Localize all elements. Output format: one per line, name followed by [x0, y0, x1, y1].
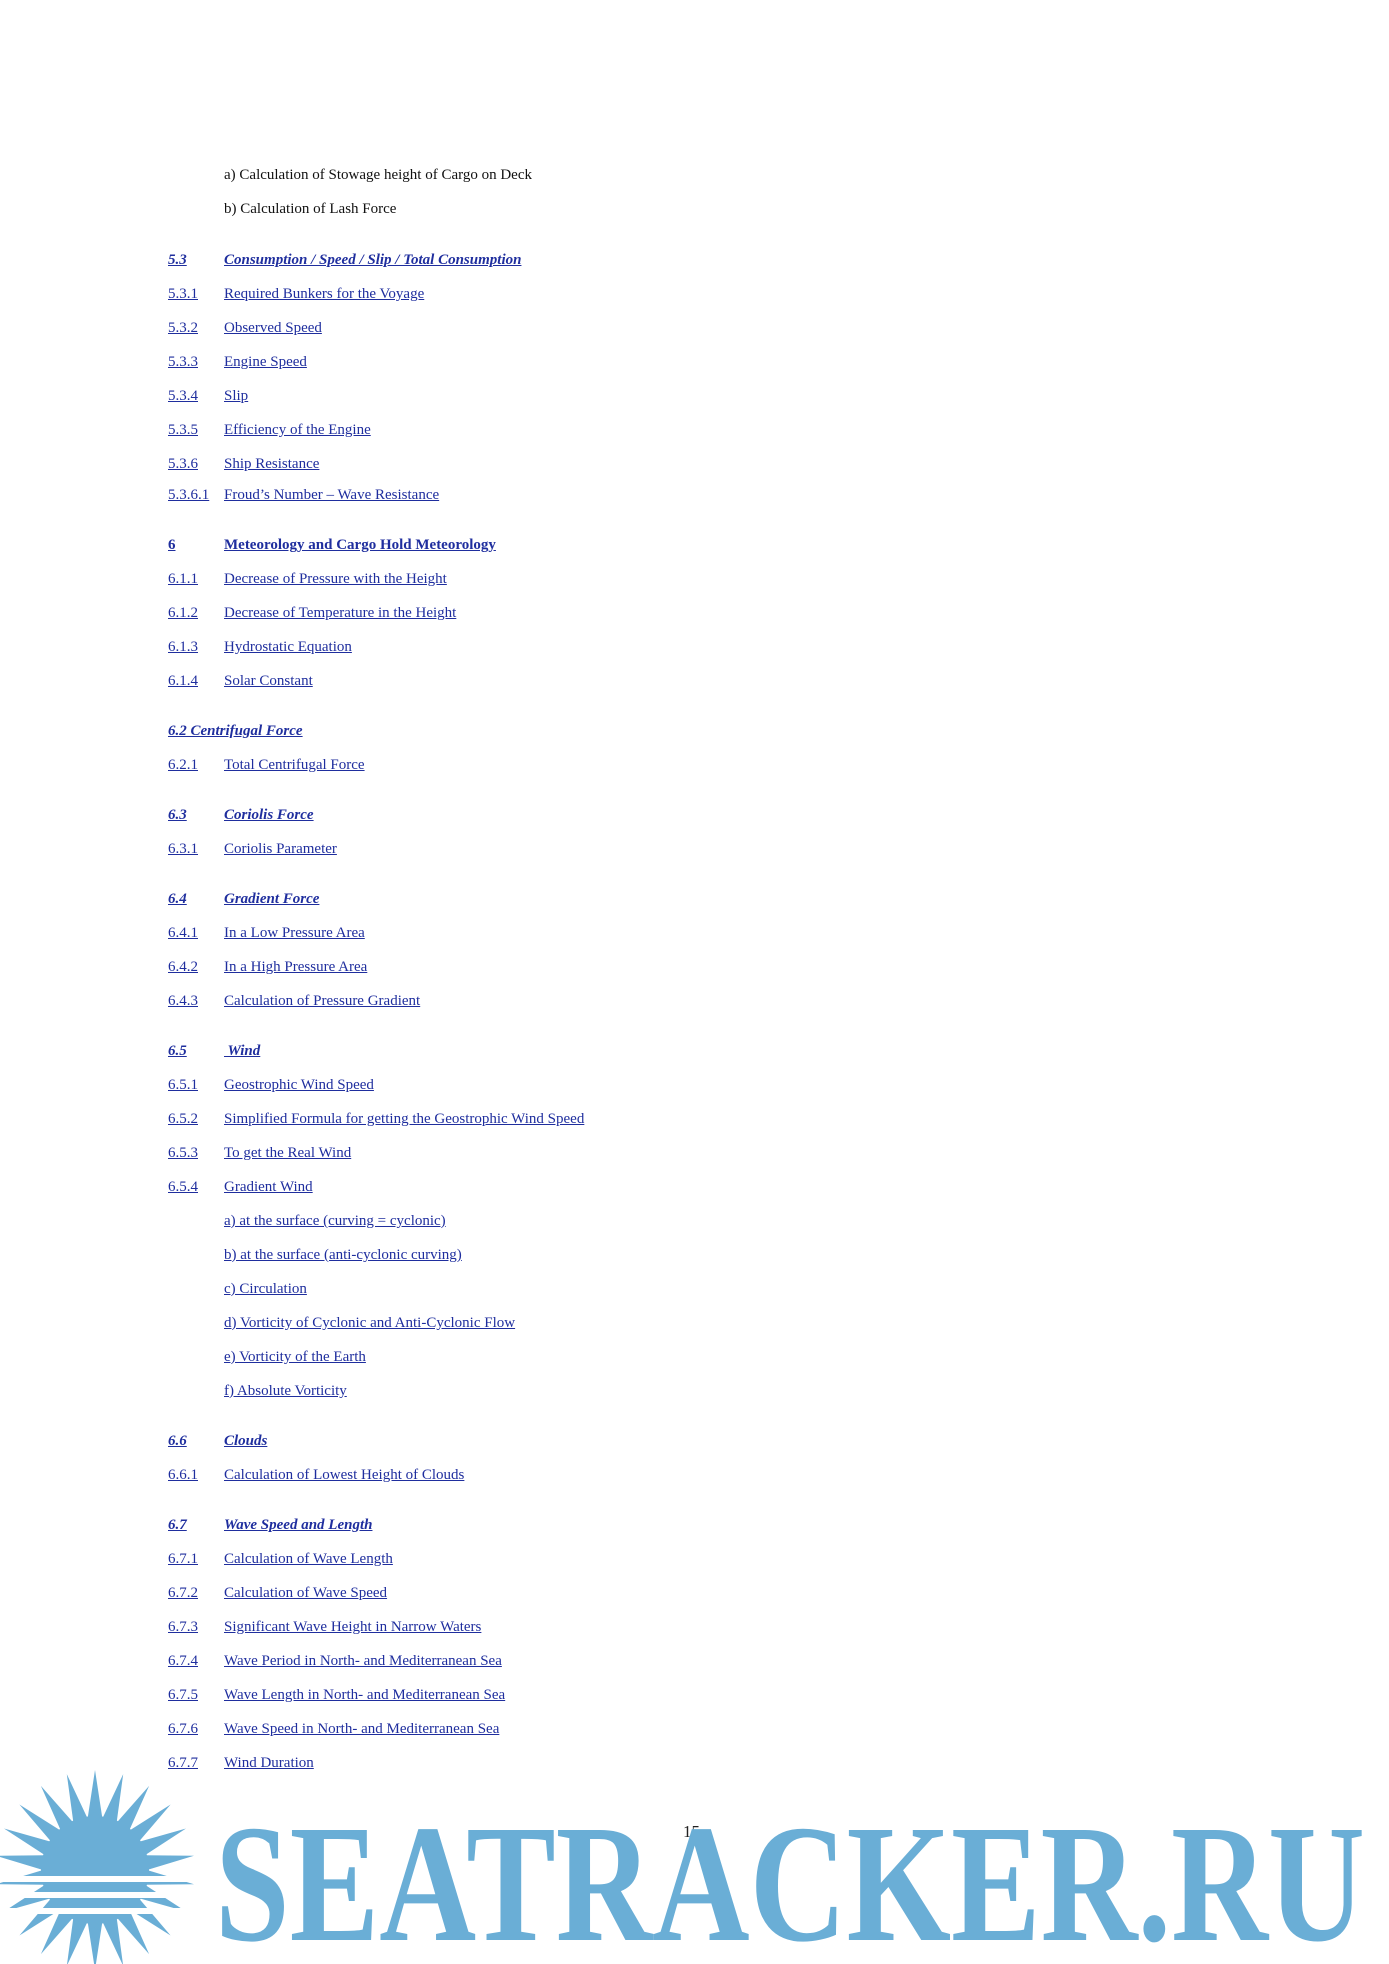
toc-entry[interactable] [224, 1382, 347, 1400]
toc-entry-title: a) Calculation of Stowage height of Cargo on Deck [224, 167, 532, 183]
horizon-stripe [0, 1876, 200, 1882]
toc-entry[interactable] [168, 1652, 502, 1670]
toc-entry-title: Efficiency of the Engine [224, 422, 371, 438]
toc-entry[interactable] [168, 387, 248, 405]
toc-entry-number: 6.4.2 [168, 959, 198, 975]
toc-entry-title: Calculation of Wave Speed [224, 1585, 388, 1601]
toc-entry[interactable] [168, 992, 420, 1010]
toc-entry[interactable] [168, 958, 367, 976]
toc-entry[interactable] [168, 672, 313, 690]
toc-entry-number: 6.7.3 [168, 1619, 198, 1635]
toc-entry-title: Significant Wave Height in Narrow Waters [224, 1619, 482, 1635]
toc-entry-number: 6.1.4 [168, 673, 198, 689]
toc-entry[interactable] [224, 1212, 446, 1230]
toc-entry-title: Consumption / Speed / Slip / Total Consumption [224, 252, 522, 268]
toc-entry[interactable] [224, 1348, 366, 1366]
toc-entry[interactable] [168, 1720, 499, 1738]
toc-entry-title: a) at the surface (curving = cyclonic) [224, 1213, 446, 1229]
toc-entry[interactable] [168, 1042, 260, 1060]
toc-entry-title: Calculation of Wave Length [224, 1551, 393, 1567]
page-number: 15 [683, 1822, 700, 1841]
toc-entry-title: Decrease of Temperature in the Height [224, 605, 457, 621]
toc-entry-number: 6.5.1 [168, 1077, 198, 1093]
toc-entry-number: 6.1.1 [168, 571, 198, 587]
toc-entry [224, 200, 396, 218]
toc-entry[interactable] [168, 455, 319, 473]
toc-entry-number: 5.3.4 [168, 388, 198, 404]
toc-entry-number: 5.3.6 [168, 456, 198, 472]
toc-entry[interactable] [168, 570, 447, 588]
toc-entry-title: Gradient Force [224, 891, 320, 907]
toc-entry-number: 6.5.3 [168, 1145, 198, 1161]
toc-entry[interactable] [224, 1246, 462, 1264]
sun-core [41, 1816, 149, 1924]
toc-entry-number: 6.7.6 [168, 1721, 198, 1737]
toc-entry[interactable] [168, 756, 365, 774]
toc-entry-title: To get the Real Wind [224, 1145, 352, 1161]
toc-entry-title: In a High Pressure Area [224, 959, 368, 975]
toc-entry-title: In a Low Pressure Area [224, 925, 365, 941]
toc-entry-number: 6.6 [168, 1433, 187, 1449]
toc-entry-number: 6.7.1 [168, 1551, 198, 1567]
toc-entry-title: Froud’s Number – Wave Resistance [224, 487, 440, 503]
toc-entry-title: b) Calculation of Lash Force [224, 201, 397, 217]
toc-entry[interactable] [168, 251, 521, 269]
toc-entry-title: Geostrophic Wind Speed [224, 1077, 374, 1093]
toc-entry-title: Total Centrifugal Force [224, 757, 365, 773]
horizon-stripe [0, 1908, 200, 1914]
toc-entry-title: Gradient Wind [224, 1179, 313, 1195]
toc-entry-number: 6.3.1 [168, 841, 198, 857]
toc-entry-number: 6.5.2 [168, 1111, 198, 1127]
toc-entry-title: Coriolis Force [224, 807, 314, 823]
toc-entry[interactable] [168, 1144, 351, 1162]
toc-entry-number: 6.4 [168, 891, 187, 907]
toc-entry-title: Hydrostatic Equation [224, 639, 352, 655]
toc-entry[interactable] [168, 1550, 393, 1568]
toc-entry-title: Wave Period in North- and Mediterranean Sea [224, 1653, 502, 1669]
toc-entry-title: Required Bunkers for the Voyage [224, 286, 425, 302]
toc-entry-title: Calculation of Pressure Gradient [224, 993, 421, 1009]
toc-entry-title: Wind [224, 1043, 261, 1059]
toc-entry[interactable] [168, 924, 365, 942]
toc-entry-title: Wave Speed and Length [224, 1517, 373, 1533]
toc-entry[interactable] [168, 1584, 387, 1602]
toc-entry-title: c) Circulation [224, 1281, 307, 1297]
toc-entry-number: 6.1.3 [168, 639, 198, 655]
toc-entry-title: Solar Constant [224, 673, 313, 689]
toc-entry-number: 6.7 [168, 1517, 187, 1533]
toc-entry-number: 6.5.4 [168, 1179, 198, 1195]
toc-entry-number: 6.7.4 [168, 1653, 198, 1669]
toc-entry-title: 6.2 Centrifugal Force [168, 723, 303, 739]
toc-entry[interactable] [168, 1618, 481, 1636]
toc-entry[interactable] [168, 1516, 372, 1534]
toc-entry-number: 6.1.2 [168, 605, 198, 621]
toc-entry-number: 6 [168, 537, 176, 553]
toc-entry[interactable] [168, 353, 307, 371]
toc-entry[interactable] [168, 536, 496, 554]
toc-entry-number: 6.4.3 [168, 993, 198, 1009]
horizon-stripe [0, 1892, 200, 1898]
toc-entry-number: 6.4.1 [168, 925, 198, 941]
toc-entry [224, 166, 532, 184]
toc-entry[interactable] [168, 1076, 374, 1094]
toc-entry-title: Simplified Formula for getting the Geostrophic Wind Speed [224, 1111, 585, 1127]
toc-entry-title: Observed Speed [224, 320, 322, 336]
toc-entry-number: 6.5 [168, 1043, 187, 1059]
toc-entry[interactable] [168, 1432, 267, 1450]
toc-entry-number: 6.3 [168, 807, 187, 823]
toc-entry-number: 5.3.5 [168, 422, 198, 438]
toc-entry[interactable] [168, 840, 337, 858]
toc-entry-number: 6.2.1 [168, 757, 198, 773]
toc-entry[interactable] [168, 1110, 584, 1128]
toc-entry-title: b) at the surface (anti-cyclonic curving) [224, 1247, 462, 1263]
toc-entry[interactable] [168, 319, 322, 337]
toc-entry-title: e) Vorticity of the Earth [224, 1349, 366, 1365]
toc-entry-title: Calculation of Lowest Height of Clouds [224, 1467, 465, 1483]
toc-entry-title: Wave Speed in North- and Mediterranean Sea [224, 1721, 500, 1737]
toc-entry-title: Wind Duration [224, 1755, 314, 1771]
toc-entry[interactable] [168, 604, 456, 622]
toc-entry-title: Wave Length in North- and Mediterranean Sea [224, 1687, 506, 1703]
toc-entry[interactable] [168, 722, 303, 740]
toc-entry-number: 6.7.2 [168, 1585, 198, 1601]
toc-entry[interactable] [168, 1686, 505, 1704]
sun-icon [0, 1770, 200, 1964]
toc-entry[interactable] [168, 890, 319, 908]
toc-entry-title: d) Vorticity of Cyclonic and Anti-Cyclonic Flow [224, 1315, 516, 1331]
toc-entry[interactable] [168, 1466, 464, 1484]
toc-entry[interactable] [168, 285, 424, 303]
toc-entry-number: 5.3.6.1 [168, 487, 210, 503]
toc-entry[interactable] [168, 638, 352, 656]
toc-entry-title: f) Absolute Vorticity [224, 1383, 347, 1399]
toc-entry[interactable] [224, 1280, 307, 1298]
toc-entry-number: 5.3.2 [168, 320, 198, 336]
toc-entry-title: Slip [224, 388, 249, 404]
toc-entry-number: 6.6.1 [168, 1467, 198, 1483]
toc-entry-title: Ship Resistance [224, 456, 320, 472]
toc-entry[interactable] [168, 486, 439, 504]
watermark-logo [0, 1760, 1389, 1964]
toc-entry-number: 5.3 [168, 252, 187, 268]
toc-entry-number: 5.3.3 [168, 354, 198, 370]
toc-entry-title: Coriolis Parameter [224, 841, 337, 857]
toc-entry-title: Engine Speed [224, 354, 307, 370]
toc-entry-title: Meteorology and Cargo Hold Meteorology [224, 537, 496, 553]
toc-entry[interactable] [168, 421, 371, 439]
toc-entry-number: 5.3.1 [168, 286, 198, 302]
toc-entry[interactable] [168, 1178, 313, 1196]
toc-entry-number: 6.7.5 [168, 1687, 198, 1703]
toc-entry[interactable] [168, 806, 314, 824]
watermark-text: SEATRACKER.RU [215, 1791, 1365, 1964]
toc-entry[interactable] [224, 1314, 515, 1332]
toc-entry-number: 6.7.7 [168, 1755, 198, 1771]
toc-entry-title: Decrease of Pressure with the Height [224, 571, 447, 587]
toc-entry-title: Clouds [224, 1433, 268, 1449]
